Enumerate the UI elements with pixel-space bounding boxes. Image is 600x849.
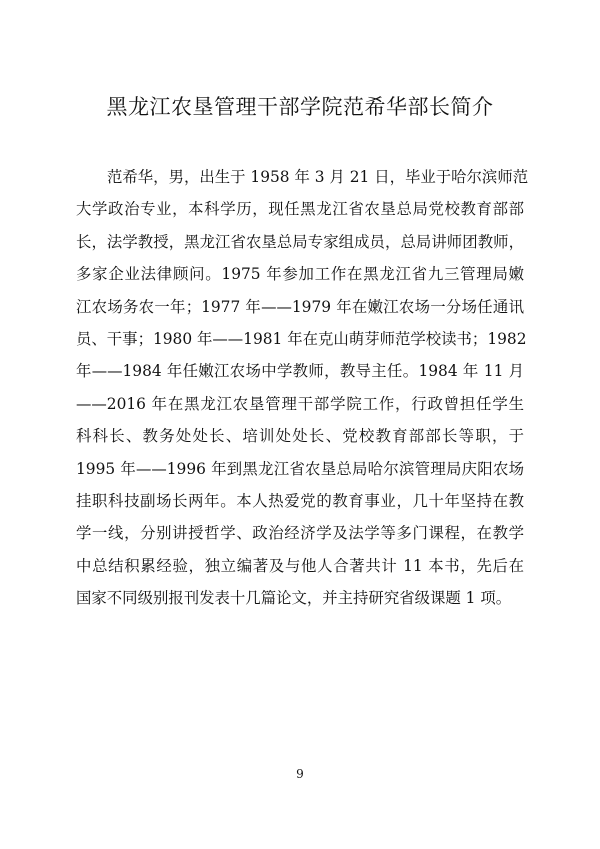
- paragraph-line: 挂职科技副场长两年。本人热爱党的教育事业，几十年坚持在教: [76, 491, 524, 510]
- paragraph-line: 国家不同级别报刊发表十几篇论文，并主持研究省级课题 1 项。: [76, 589, 512, 608]
- paragraph-line: 科科长、教务处处长、培训处处长、党校教育部部长等职，于: [76, 427, 524, 446]
- page-number: 9: [296, 767, 304, 781]
- paragraph-line: 员、干事；1980 年——1981 年在克山萌芽师范学校读书；1982: [76, 329, 527, 348]
- paragraph-line: 年——1984 年任嫩江农场中学教师，教导主任。1984 年 11 月: [76, 362, 524, 381]
- paragraph-line: 中总结积累经验，独立编著及与他人合著共计 11 本书，先后在: [76, 556, 524, 575]
- document-title: 黑龙江农垦管理干部学院范希华部长简介: [106, 95, 494, 119]
- paragraph-line: 多家企业法律顾问。1975 年参加工作在黑龙江省九三管理局嫩: [76, 265, 524, 284]
- paragraph-line: 江农场务农一年；1977 年——1979 年在嫩江农场一分场任通讯: [76, 297, 524, 316]
- paragraph-line: 范希华，男，出生于 1958 年 3 月 21 日，毕业于哈尔滨师范: [107, 168, 529, 186]
- paragraph-line: ——2016 年在黑龙江农垦管理干部学院工作，行政曾担任学生: [76, 394, 524, 413]
- paragraph-line: 长，法学教授，黑龙江省农垦总局专家组成员，总局讲师团教师，: [76, 232, 524, 251]
- biography-paragraph: [76, 161, 529, 614]
- paragraph-line: 1995 年——1996 年到黑龙江省农垦总局哈尔滨管理局庆阳农场: [76, 459, 524, 478]
- paragraph-line: 学一线，分别讲授哲学、政治经济学及法学等多门课程，在教学: [76, 524, 524, 543]
- paragraph-line: 大学政治专业，本科学历，现任黑龙江省农垦总局党校教育部部: [76, 200, 524, 219]
